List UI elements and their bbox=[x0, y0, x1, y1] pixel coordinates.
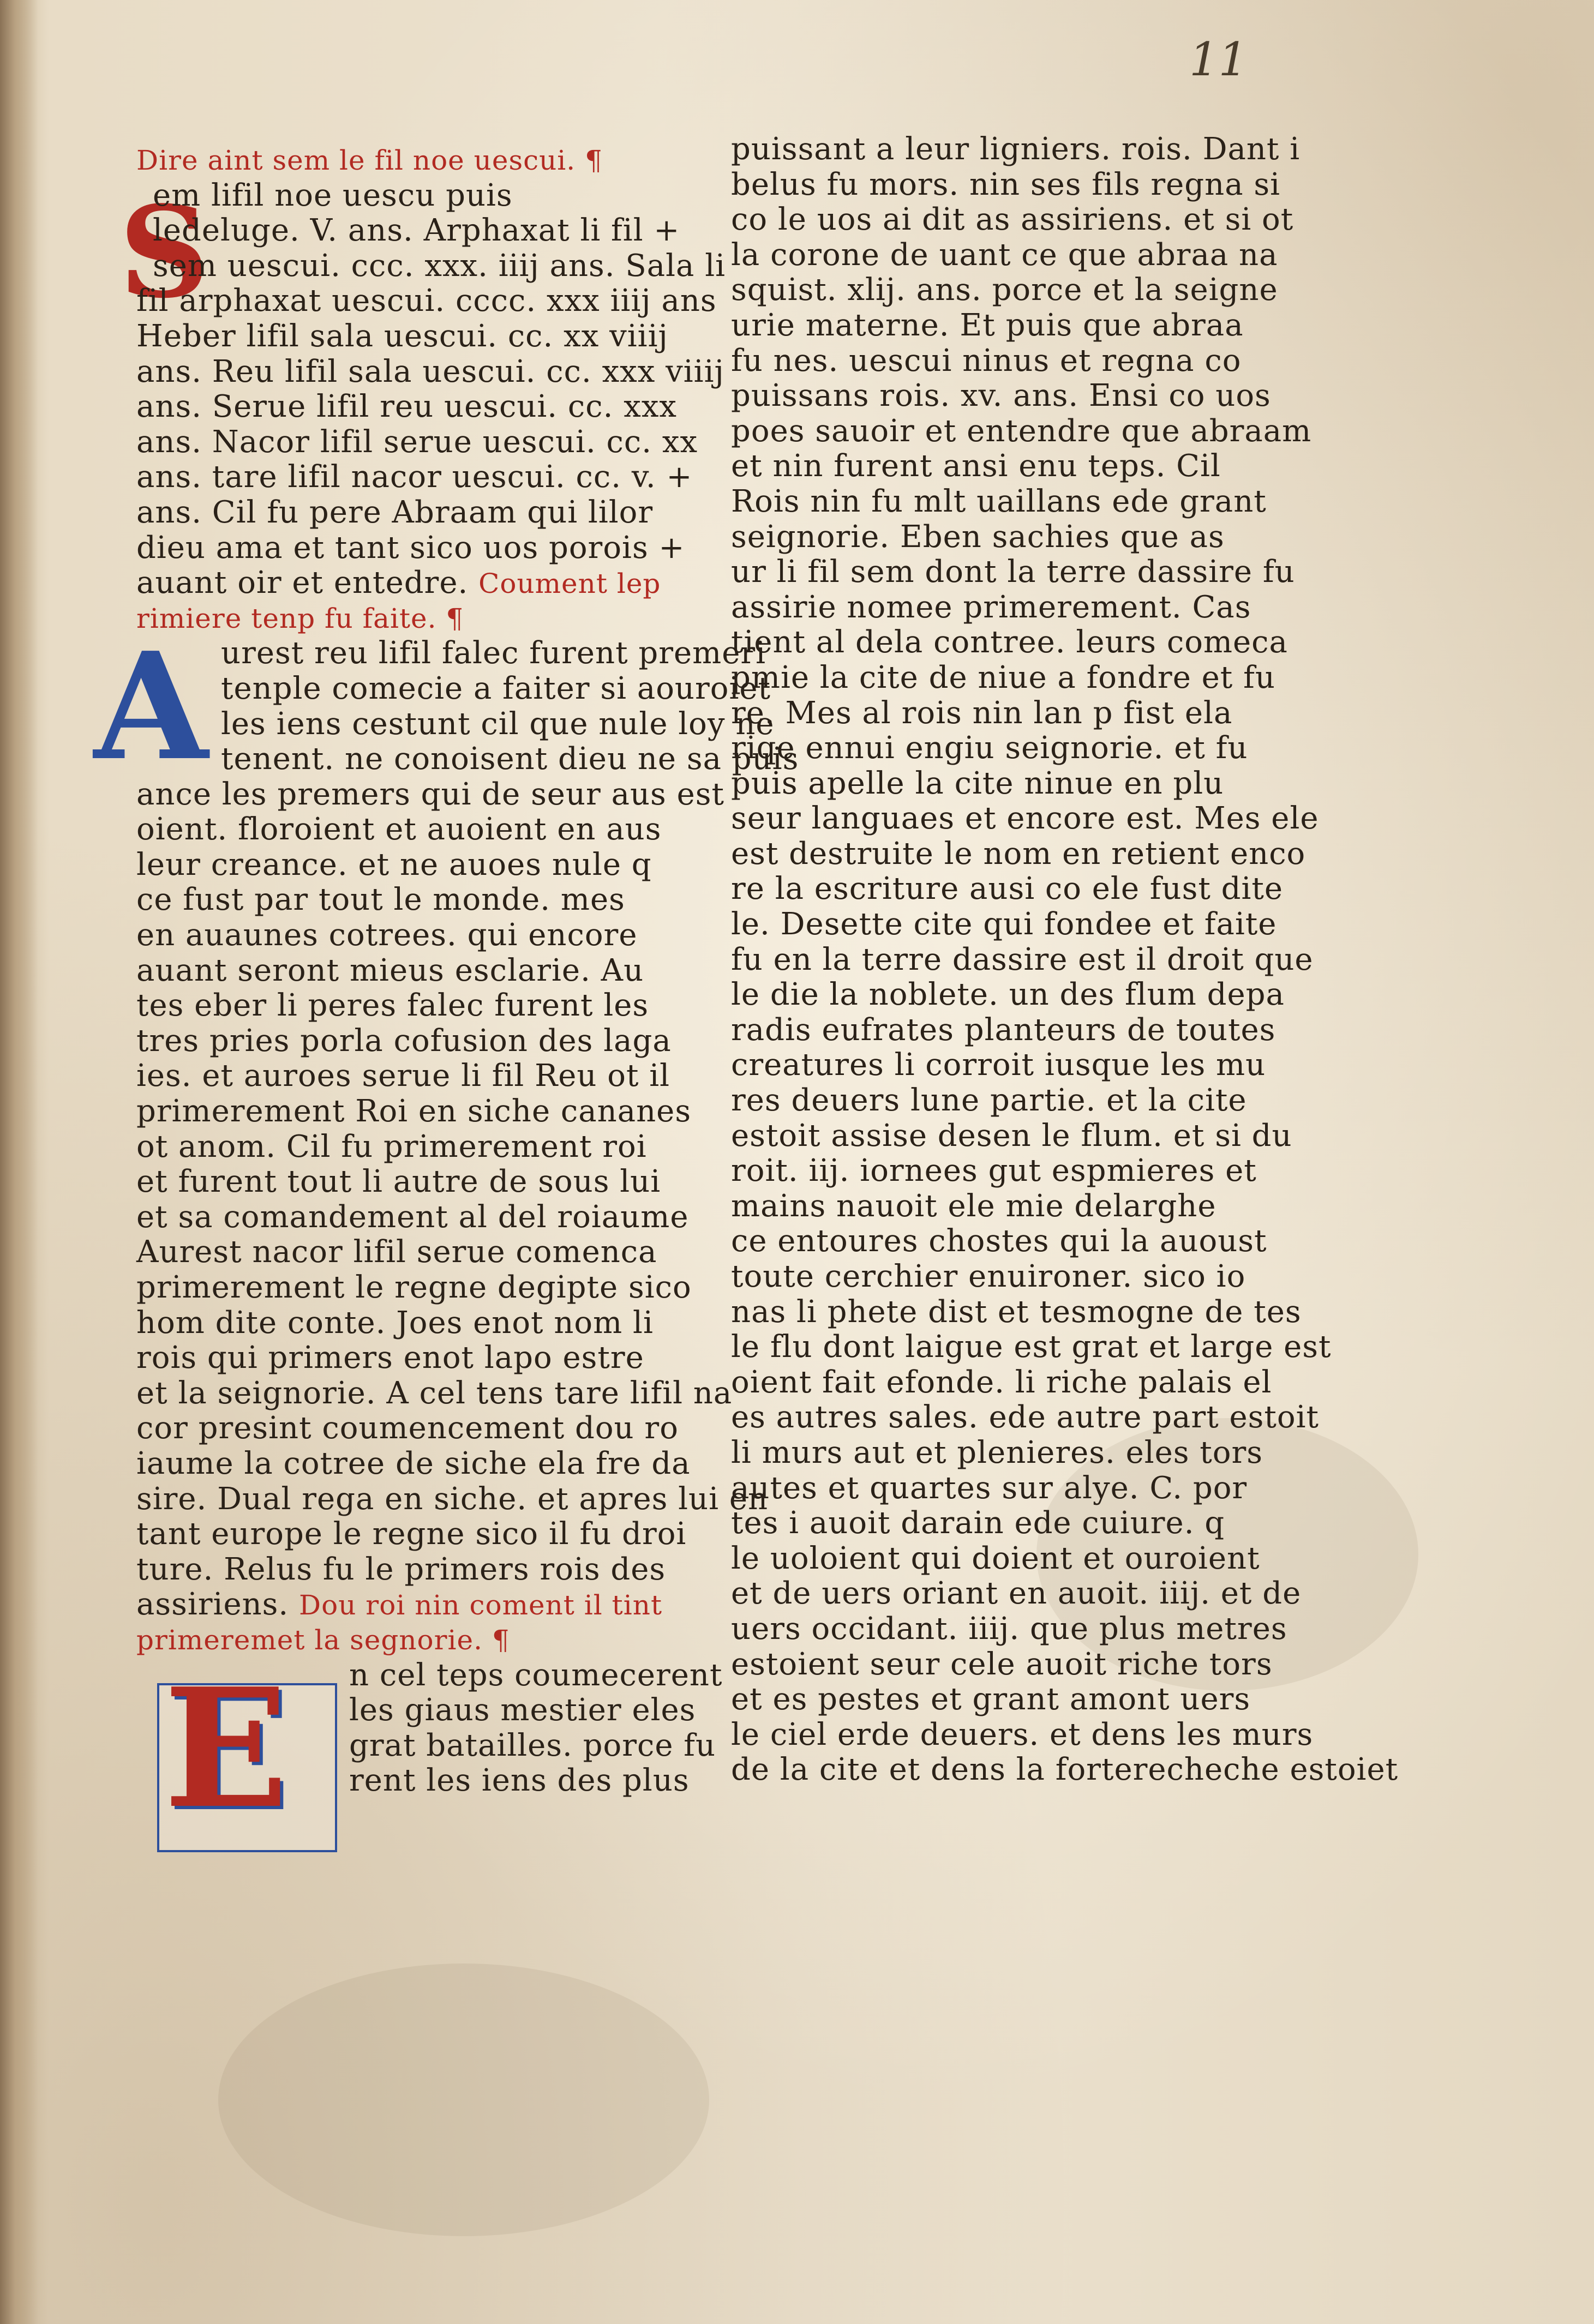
text-line: ans. Cil fu pere Abraam qui lilor bbox=[136, 494, 654, 530]
text-line: ot anom. Cil fu primerement roi bbox=[136, 1128, 647, 1164]
binding-gutter bbox=[0, 0, 38, 2324]
text-line: nas li phete dist et tesmogne de tes bbox=[731, 1294, 1302, 1330]
text-line: les iens cestunt cil que nule loy ne bbox=[221, 706, 775, 742]
text-line: radis eufrates planteurs de toutes bbox=[731, 1012, 1276, 1048]
text-line: et la seignorie. A cel tens tare lifil na bbox=[136, 1375, 733, 1411]
text-segment: assiriens. bbox=[136, 1587, 289, 1623]
text-line: fil arphaxat uescui. cccc. xxx iiij ans bbox=[136, 283, 717, 319]
folio-number: 11 bbox=[1189, 33, 1248, 86]
text-line: tenple comecie a faiter si aouroiet bbox=[221, 670, 771, 706]
text-line: oient fait efonde. li riche palais el bbox=[731, 1364, 1272, 1400]
text-line: uers occidant. iiij. que plus metres bbox=[731, 1611, 1287, 1647]
text-line: tes i auoit darain ede cuiure. q bbox=[731, 1505, 1225, 1541]
text-line: urest reu lifil falec furent premeri bbox=[221, 635, 766, 671]
text-line: primerement le regne degipte sico bbox=[136, 1270, 692, 1305]
text-line: tes eber li peres falec furent les bbox=[136, 988, 649, 1024]
text-line: tant europe le regne sico il fu droi bbox=[136, 1516, 687, 1552]
text-line: tient al dela contree. leurs comeca bbox=[731, 624, 1288, 660]
text-line: sire. Dual rega en siche. et apres lui en bbox=[136, 1481, 769, 1517]
text-line: le. Desette cite qui fondee et faite bbox=[731, 906, 1277, 942]
text-line: squist. xlij. ans. porce et la seigne bbox=[731, 272, 1278, 308]
rubric-inline: Coument lep bbox=[478, 568, 661, 600]
text-line: ledeluge. V. ans. Arphaxat li fil + bbox=[153, 213, 680, 249]
initial-letter-e: E bbox=[164, 1652, 289, 1845]
text-line: ans. Serue lifil reu uescui. cc. xxx bbox=[136, 389, 677, 425]
text-segment: auant oir et entedre. bbox=[136, 565, 469, 601]
text-line: ans. Reu lifil sala uescui. cc. xxx viiij bbox=[136, 353, 724, 389]
text-line: autes et quartes sur alye. C. por bbox=[731, 1470, 1248, 1506]
text-line bbox=[136, 566, 693, 601]
text-line: cor presint coumencement dou ro bbox=[136, 1410, 679, 1446]
text-line: em lifil noe uescu puis bbox=[153, 177, 513, 213]
text-line: es autres sales. ede autre part estoit bbox=[731, 1400, 1320, 1436]
text-line: le ciel erde deuers. et dens les murs bbox=[731, 1716, 1314, 1752]
text-line: ur li fil sem dont la terre dassire fu bbox=[731, 554, 1295, 590]
text-line: urie materne. Et puis que abraa bbox=[731, 307, 1244, 343]
text-line: la corone de uant ce que abraa na bbox=[731, 237, 1278, 273]
text-line: est destruite le nom en retient enco bbox=[731, 836, 1306, 872]
text-line: et es pestes et grant amont uers bbox=[731, 1682, 1251, 1718]
text-line: mains nauoit ele mie delarghe bbox=[731, 1188, 1217, 1224]
rubric-inline: Dou roi nin coment il tint bbox=[299, 1589, 663, 1622]
text-line: rent les iens des plus bbox=[349, 1763, 690, 1799]
text-line: les giaus mestier eles bbox=[349, 1692, 696, 1728]
text-line: et de uers oriant en auoit. iiij. et de bbox=[731, 1576, 1302, 1612]
right-text-column bbox=[731, 131, 1399, 1788]
text-line: ture. Relus fu le primers rois des bbox=[136, 1551, 666, 1587]
text-line: Aurest nacor lifil serue comenca bbox=[136, 1234, 657, 1270]
text-line: et sa comandement al del roiaume bbox=[136, 1199, 689, 1235]
text-line: estoient seur cele auoit riche tors bbox=[731, 1646, 1273, 1682]
text-line: co le uos ai dit as assiriens. et si ot bbox=[731, 202, 1294, 238]
text-line: puis apelle la cite ninue en plu bbox=[731, 765, 1224, 801]
text-line: ans. tare lifil nacor uescui. cc. v. + bbox=[136, 459, 693, 495]
text-line: toute cerchier enuironer. sico io bbox=[731, 1259, 1246, 1294]
rubric-heading: Dire aint sem le fil noe uescui. ¶ bbox=[136, 145, 603, 176]
text-line: le flu dont laigue est grat et large est bbox=[731, 1329, 1332, 1365]
text-line: rois qui primers enot lapo estre bbox=[136, 1340, 644, 1376]
text-line: de la cite et dens la forterecheche estoiet bbox=[731, 1752, 1399, 1788]
initial-letter-a: A bbox=[94, 620, 208, 793]
text-line: belus fu mors. nin ses fils regna si bbox=[731, 166, 1281, 202]
text-line: Heber lifil sala uescui. cc. xx viiij bbox=[136, 318, 668, 354]
text-line: roit. iij. iornees gut espmieres et bbox=[731, 1153, 1257, 1189]
text-line: sem uescui. ccc. xxx. iiij ans. Sala li bbox=[153, 248, 726, 284]
text-line: et furent tout li autre de sous lui bbox=[136, 1164, 661, 1200]
text-line: et nin furent ansi enu teps. Cil bbox=[731, 448, 1221, 484]
text-line: re la escriture ausi co ele fust dite bbox=[731, 871, 1284, 907]
text-line: leur creance. et ne auoes nule q bbox=[136, 846, 652, 882]
text-line: pmie la cite de niue a fondre et fu bbox=[731, 659, 1275, 695]
text-line: tenent. ne conoisent dieu ne sa puis bbox=[221, 741, 799, 777]
text-line: ance les premers qui de seur aus est bbox=[136, 776, 724, 812]
text-line: seignorie. Eben sachies que as bbox=[731, 519, 1225, 555]
text-line: tres pries porla cofusion des laga bbox=[136, 1023, 672, 1059]
text-line: riqe ennui engiu seignorie. et fu bbox=[731, 730, 1248, 766]
text-line: le die la noblete. un des flum depa bbox=[731, 977, 1285, 1013]
text-line: poes sauoir et entendre que abraam bbox=[731, 413, 1312, 449]
text-line bbox=[136, 1587, 693, 1623]
text-line: ies. et auroes serue li fil Reu ot il bbox=[136, 1058, 670, 1094]
initial-letter-s: S bbox=[119, 179, 210, 326]
parchment-stain bbox=[218, 1963, 709, 2236]
text-line: Rois nin fu mlt uaillans ede grant bbox=[731, 483, 1267, 519]
text-line: puissans rois. xv. ans. Ensi co uos bbox=[731, 378, 1271, 414]
text-line: li murs aut et plenieres. eles tors bbox=[731, 1434, 1263, 1470]
text-line: fu nes. uescui ninus et regna co bbox=[731, 343, 1242, 379]
text-line: iaume la cotree de siche ela fre da bbox=[136, 1445, 691, 1481]
text-line: res deuers lune partie. et la cite bbox=[731, 1083, 1247, 1119]
text-line: auant seront mieus esclarie. Au bbox=[136, 952, 644, 988]
text-line: grat batailles. porce fu bbox=[349, 1727, 716, 1763]
text-line: le uoloient qui doient et ouroient bbox=[731, 1540, 1260, 1576]
text-line: fu en la terre dassire est il droit que bbox=[731, 941, 1314, 977]
text-line: ans. Nacor lifil serue uescui. cc. xx bbox=[136, 424, 698, 460]
left-text-column bbox=[136, 143, 799, 1799]
text-line: re. Mes al rois nin lan p fist ela bbox=[731, 695, 1233, 731]
text-line: ce entoures chostes qui la auoust bbox=[731, 1223, 1267, 1259]
text-line: seur languaes et encore est. Mes ele bbox=[731, 801, 1319, 837]
text-line: hom dite conte. Joes enot nom li bbox=[136, 1305, 654, 1341]
text-line: puissant a leur ligniers. rois. Dant i bbox=[731, 131, 1301, 167]
text-line: n cel teps coumecerent bbox=[349, 1657, 723, 1693]
text-line: dieu ama et tant sico uos porois + bbox=[136, 530, 685, 566]
text-line: assirie nomee primerement. Cas bbox=[731, 589, 1251, 625]
rubric-line: primeremet la segnorie. ¶ bbox=[136, 1624, 510, 1656]
text-line: oient. floroient et auoient en aus bbox=[136, 812, 662, 848]
text-line: ce fust par tout le monde. mes bbox=[136, 882, 625, 918]
rubric-line: rimiere tenp fu faite. ¶ bbox=[136, 602, 464, 634]
text-line: estoit assise desen le flum. et si du bbox=[731, 1118, 1292, 1154]
text-line: creatures li corroit iusque les mu bbox=[731, 1047, 1266, 1083]
text-line: primerement Roi en siche cananes bbox=[136, 1094, 692, 1130]
text-line: en auaunes cotrees. qui encore bbox=[136, 917, 638, 953]
